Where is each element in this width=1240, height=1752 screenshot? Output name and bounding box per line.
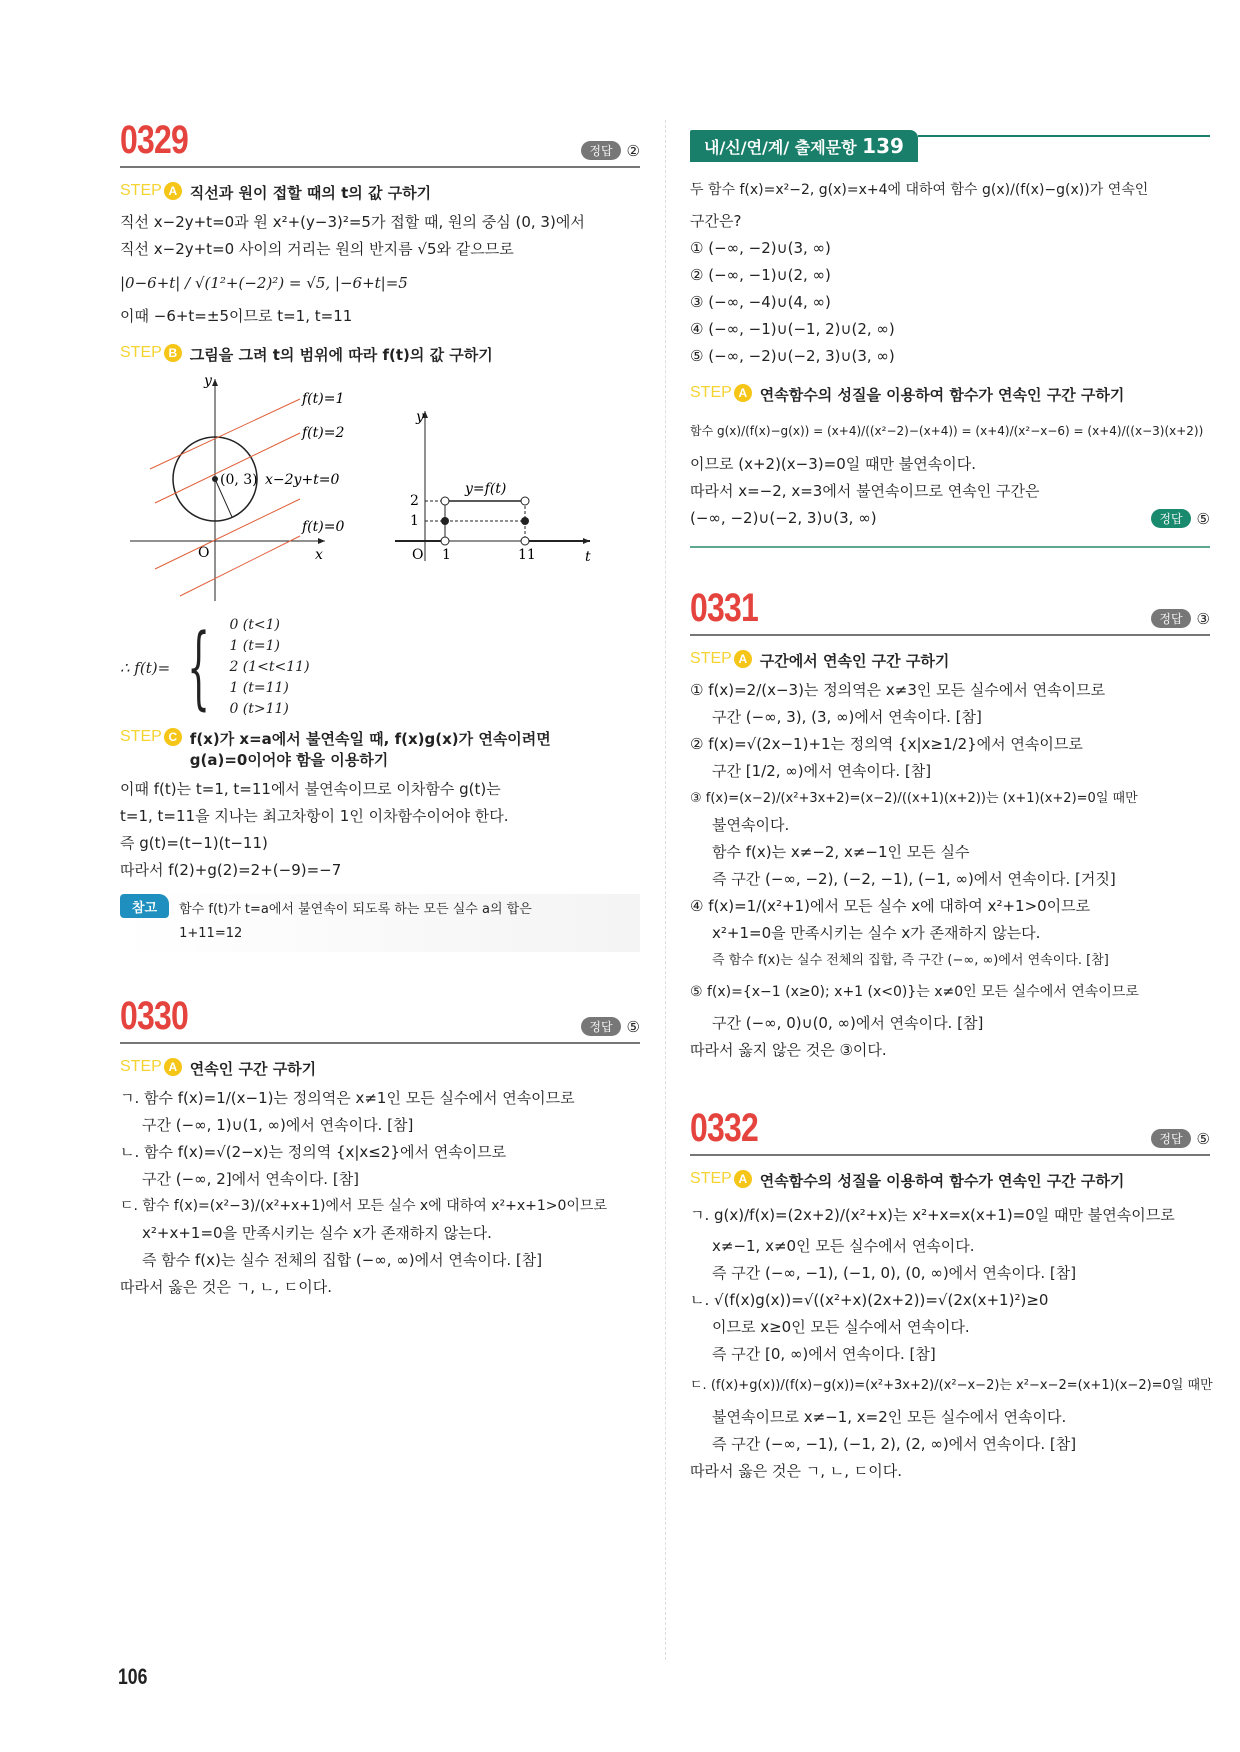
answer-value: ③: [1196, 609, 1210, 628]
step-c-heading: [120, 728, 640, 770]
answer-badge: 정답: [1151, 609, 1190, 628]
svg-text:x−2y+t=0: x−2y+t=0: [265, 472, 340, 488]
page-number: 106: [118, 1664, 148, 1689]
banner-rule: [918, 135, 1210, 137]
problem-header: [690, 588, 1210, 636]
text-line: 구간 (−∞, 2]에서 연속이다. [참]: [142, 1170, 360, 1188]
text-line: 즉 구간 (−∞, −1), (−1, 2), (2, ∞)에서 연속이다. [참]: [712, 1435, 1077, 1453]
text-line: 구간 (−∞, 0)∪(0, ∞)에서 연속이다. [참]: [712, 1014, 984, 1032]
problem-header: [120, 996, 640, 1044]
svg-text:2: 2: [410, 493, 419, 509]
problem-header: [690, 1108, 1210, 1156]
text-line: ㄱ. 함수 f(x)=1/(x−1)는 정의역은 x≠1인 모든 실수에서 연속이므로: [120, 1089, 575, 1107]
left-column: [120, 120, 640, 1301]
step-title: 연속인 구간 구하기: [189, 1060, 317, 1078]
step-function-graph: [390, 371, 640, 611]
text-line: 즉 구간 (−∞, −1), (−1, 0), (0, ∞)에서 연속이다. [참]: [712, 1264, 1077, 1282]
problem-header: [120, 120, 640, 168]
answer-badge: 정답: [1151, 509, 1190, 528]
svg-text:y=f(t): y=f(t): [465, 481, 507, 497]
text-line: 즉 구간 (−∞, −2), (−2, −1), (−1, ∞)에서 연속이다. [거짓]: [712, 870, 1116, 888]
case: 1 (t=11): [229, 680, 289, 696]
banner-tag: 내/신/연/계/ 출제문항 139: [690, 130, 918, 162]
choice: ② (−∞, −1)∪(2, ∞): [690, 266, 831, 284]
right-column: [690, 130, 1213, 1485]
step-a-heading: [690, 650, 1210, 671]
choice: ⑤ (−∞, −2)∪(−2, 3)∪(3, ∞): [690, 347, 895, 365]
answer-value: ②: [626, 141, 640, 160]
text-line: 즉 구간 [0, ∞)에서 연속이다. [참]: [712, 1345, 936, 1363]
text-line: 구간 (−∞, 1)∪(1, ∞)에서 연속이다. [참]: [142, 1116, 414, 1134]
step-title: 연속함수의 성질을 이용하여 함수가 연속인 구간 구하기: [759, 386, 1125, 404]
answer: [1151, 1129, 1210, 1148]
text-line: x²+x+1=0을 만족시키는 실수 x가 존재하지 않는다.: [142, 1224, 492, 1242]
text-line: 따라서 f(2)+g(2)=2+(−9)=−7: [120, 861, 342, 879]
problem-number: 0331: [690, 586, 758, 630]
text-line: 이때 −6+t=±5이므로 t=1, t=11: [120, 307, 353, 325]
case: 2 (1<t<11): [229, 659, 310, 675]
text-line: ㄱ. g(x)/f(x)=(2x+2)/(x²+x)는 x²+x=x(x+1)=0일 때만 불연속이므로: [690, 1206, 1175, 1224]
step-tag: STEP C: [120, 728, 182, 746]
text-line: ㄴ. 함수 f(x)=√(2−x)는 정의역 {x|x≤2}에서 연속이므로: [120, 1143, 507, 1161]
step-title: 직선과 원이 접할 때의 t의 값 구하기: [189, 184, 432, 202]
text-line: 즉 함수 f(x)는 실수 전체의 집합 (−∞, ∞)에서 연속이다. [참]: [142, 1251, 543, 1269]
step-a-heading: [120, 182, 640, 203]
answer-badge: 정답: [581, 141, 620, 160]
answer: [1151, 505, 1210, 532]
case: 1 (t=1): [229, 638, 280, 654]
answer-badge: 정답: [581, 1017, 620, 1036]
svg-text:t: t: [585, 549, 591, 565]
svg-text:(0, 3): (0, 3): [220, 472, 258, 488]
text-line: 구간 [1/2, ∞)에서 연속이다. [참]: [712, 762, 932, 780]
case: 0 (t>11): [229, 701, 289, 717]
svg-text:f(t)=1: f(t)=1: [302, 391, 345, 407]
text-line: ㄷ. (f(x)+g(x))/(f(x)−g(x))=(x²+3x+2)/(x²−x−2)는 x²−x−2=(x+1)(x−2)=0일 때만: [690, 1378, 1213, 1393]
piecewise-definition: ∴ f(t)= { 0 (t<1) 1 (t=1) 2 (1<t<11) 1 (t=11) 0 (t>11): [120, 614, 310, 720]
step-b-heading: [120, 344, 640, 365]
answer-badge: 정답: [1151, 1129, 1190, 1148]
banner: [690, 130, 1210, 162]
step-a-heading: [690, 1170, 1210, 1191]
text-line: x≠−1, x≠0인 모든 실수에서 연속이다.: [712, 1237, 975, 1255]
answer: [581, 141, 640, 160]
text-line: 함수 f(x)는 x≠−2, x≠−1인 모든 실수: [712, 843, 970, 861]
svg-text:y: y: [204, 373, 212, 389]
svg-text:O: O: [412, 547, 424, 563]
problem-0330: [120, 996, 640, 1301]
step-tag: STEP A: [690, 1170, 752, 1188]
note-tag: 참고: [120, 894, 169, 918]
text-line: 불연속이다.: [712, 816, 790, 834]
text-line: ㄷ. 함수 f(x)=(x²−3)/(x²+x+1)에서 모든 실수 x에 대하여 x²+x+1>0이므로: [120, 1198, 607, 1214]
reference-note: [120, 894, 640, 952]
svg-text:y: y: [416, 409, 424, 425]
answer-value: ⑤: [1196, 509, 1210, 528]
text-line: 이므로 x≥0인 모든 실수에서 연속이다.: [712, 1318, 970, 1336]
text-line: 따라서 옳은 것은 ㄱ, ㄴ, ㄷ이다.: [690, 1462, 903, 1480]
answer: [581, 1017, 640, 1036]
text-line: 불연속이므로 x≠−1, x=2인 모든 실수에서 연속이다.: [712, 1408, 1067, 1426]
text-line: ① f(x)=2/(x−3)는 정의역은 x≠3인 모든 실수에서 연속이므로: [690, 681, 1106, 699]
svg-text:1: 1: [410, 513, 419, 529]
problem-0332: [690, 1106, 1213, 1485]
question-line: 두 함수 f(x)=x²−2, g(x)=x+4에 대하여 함수 g(x)/(f(x)−g(x))가 연속인: [690, 182, 1149, 198]
svg-text:f(t)=2: f(t)=2: [302, 425, 345, 441]
step-tag: STEP A: [120, 182, 182, 200]
svg-text:x: x: [315, 547, 323, 563]
question-line: 구간은?: [690, 212, 742, 230]
svg-text:f(t)=0: f(t)=0: [302, 519, 345, 535]
column-divider: [665, 120, 666, 1660]
text-line: 즉 g(t)=(t−1)(t−11): [120, 834, 268, 852]
problem-number: 0330: [120, 994, 188, 1038]
step-title: 구간에서 연속인 구간 구하기: [759, 652, 950, 670]
problem-number: 0332: [690, 1106, 758, 1150]
text-line: ⑤ f(x)={x−1 (x≥0); x+1 (x<0)}는 x≠0인 모든 실수에서 연속이므로: [690, 984, 1139, 1000]
text-line: 직선 x−2y+t=0과 원 x²+(y−3)²=5가 접할 때, 원의 중심 (0, 3)에서: [120, 213, 585, 231]
svg-text:1: 1: [442, 547, 451, 563]
text-line: t=1, t=11을 지나는 최고차항이 1인 이차함수이어야 한다.: [120, 807, 509, 825]
step-title: 연속함수의 성질을 이용하여 함수가 연속인 구간 구하기: [759, 1172, 1125, 1190]
step-tag: STEP A: [690, 650, 752, 668]
text-line: 즉 함수 f(x)는 실수 전체의 집합, 즉 구간 (−∞, ∞)에서 연속이다. [참]: [712, 953, 1109, 968]
text-line: x²+1=0을 만족시키는 실수 x가 존재하지 않는다.: [712, 924, 1041, 942]
answer-value: ⑤: [626, 1017, 640, 1036]
step-tag: STEP A: [690, 384, 752, 402]
note-line: 1+11=12: [179, 926, 243, 941]
problem-number: 0329: [120, 118, 188, 162]
step-title: 그림을 그려 t의 범위에 따라 f(t)의 값 구하기: [189, 346, 493, 364]
problem-0329: [120, 120, 640, 952]
text-line: 구간 (−∞, 3), (3, ∞)에서 연속이다. [참]: [712, 708, 982, 726]
linked-problem-139: [690, 130, 1210, 548]
problem-0331: [690, 588, 1210, 1064]
choice: ③ (−∞, −4)∪(4, ∞): [690, 293, 831, 311]
step-title-2: g(a)=0이어야 함을 이용하기: [189, 751, 389, 769]
answer-value: ⑤: [1196, 1129, 1210, 1148]
text-line: (−∞, −2)∪(−2, 3)∪(3, ∞): [690, 509, 877, 527]
choice: ① (−∞, −2)∪(3, ∞): [690, 239, 831, 257]
note-line: 함수 f(t)가 t=a에서 불연속이 되도록 하는 모든 실수 a의 합은: [179, 902, 532, 917]
text-line: 직선 x−2y+t=0 사이의 거리는 원의 반지름 √5와 같으므로: [120, 240, 514, 258]
text-line: ㄴ. √(f(x)g(x))=√((x²+x)(2x+2))=√(2x(x+1)²)≥0: [690, 1291, 1049, 1309]
choice: ④ (−∞, −1)∪(−1, 2)∪(2, ∞): [690, 320, 895, 338]
svg-text:O: O: [198, 545, 210, 561]
case: 0 (t<1): [229, 617, 280, 633]
text-line: 따라서 옳지 않은 것은 ③이다.: [690, 1041, 887, 1059]
equation-line: |0−6+t| / √(1²+(−2)²) = √5, |−6+t|=5: [120, 274, 408, 292]
text-line: 이때 f(t)는 t=1, t=11에서 불연속이므로 이차함수 g(t)는: [120, 780, 501, 798]
equation-line: 함수 g(x)/(f(x)−g(x)) = (x+4)/((x²−2)−(x+4)) = (x+4)/(x²−x−6) = (x+4)/((x−3)(x+2)): [690, 424, 1204, 438]
text-line: ③ f(x)=(x−2)/(x²+3x+2)=(x−2)/((x+1)(x+2))는 (x+1)(x+2)=0일 때만: [690, 791, 1138, 806]
step-title: f(x)가 x=a에서 불연속일 때, f(x)g(x)가 연속이려면: [189, 730, 551, 748]
answer: [1151, 609, 1210, 628]
step-a-heading: [120, 1058, 640, 1079]
text-line: ② f(x)=√(2x−1)+1는 정의역 {x|x≥1/2}에서 연속이므로: [690, 735, 1083, 753]
step-tag: STEP B: [120, 344, 182, 362]
text-line: 따라서 x=−2, x=3에서 불연속이므로 연속인 구간은: [690, 482, 1040, 500]
text-line: ④ f(x)=1/(x²+1)에서 모든 실수 x에 대하여 x²+1>0이므로: [690, 897, 1091, 915]
svg-text:11: 11: [518, 547, 536, 563]
step-tag: STEP A: [120, 1058, 182, 1076]
text-line: 이므로 (x+2)(x−3)=0일 때만 불연속이다.: [690, 455, 976, 473]
circle-line-figure: [120, 371, 380, 611]
step-a-heading: [690, 384, 1210, 405]
text-line: 따라서 옳은 것은 ㄱ, ㄴ, ㄷ이다.: [120, 1278, 333, 1296]
figures: [120, 371, 640, 611]
section-divider: [690, 546, 1210, 548]
